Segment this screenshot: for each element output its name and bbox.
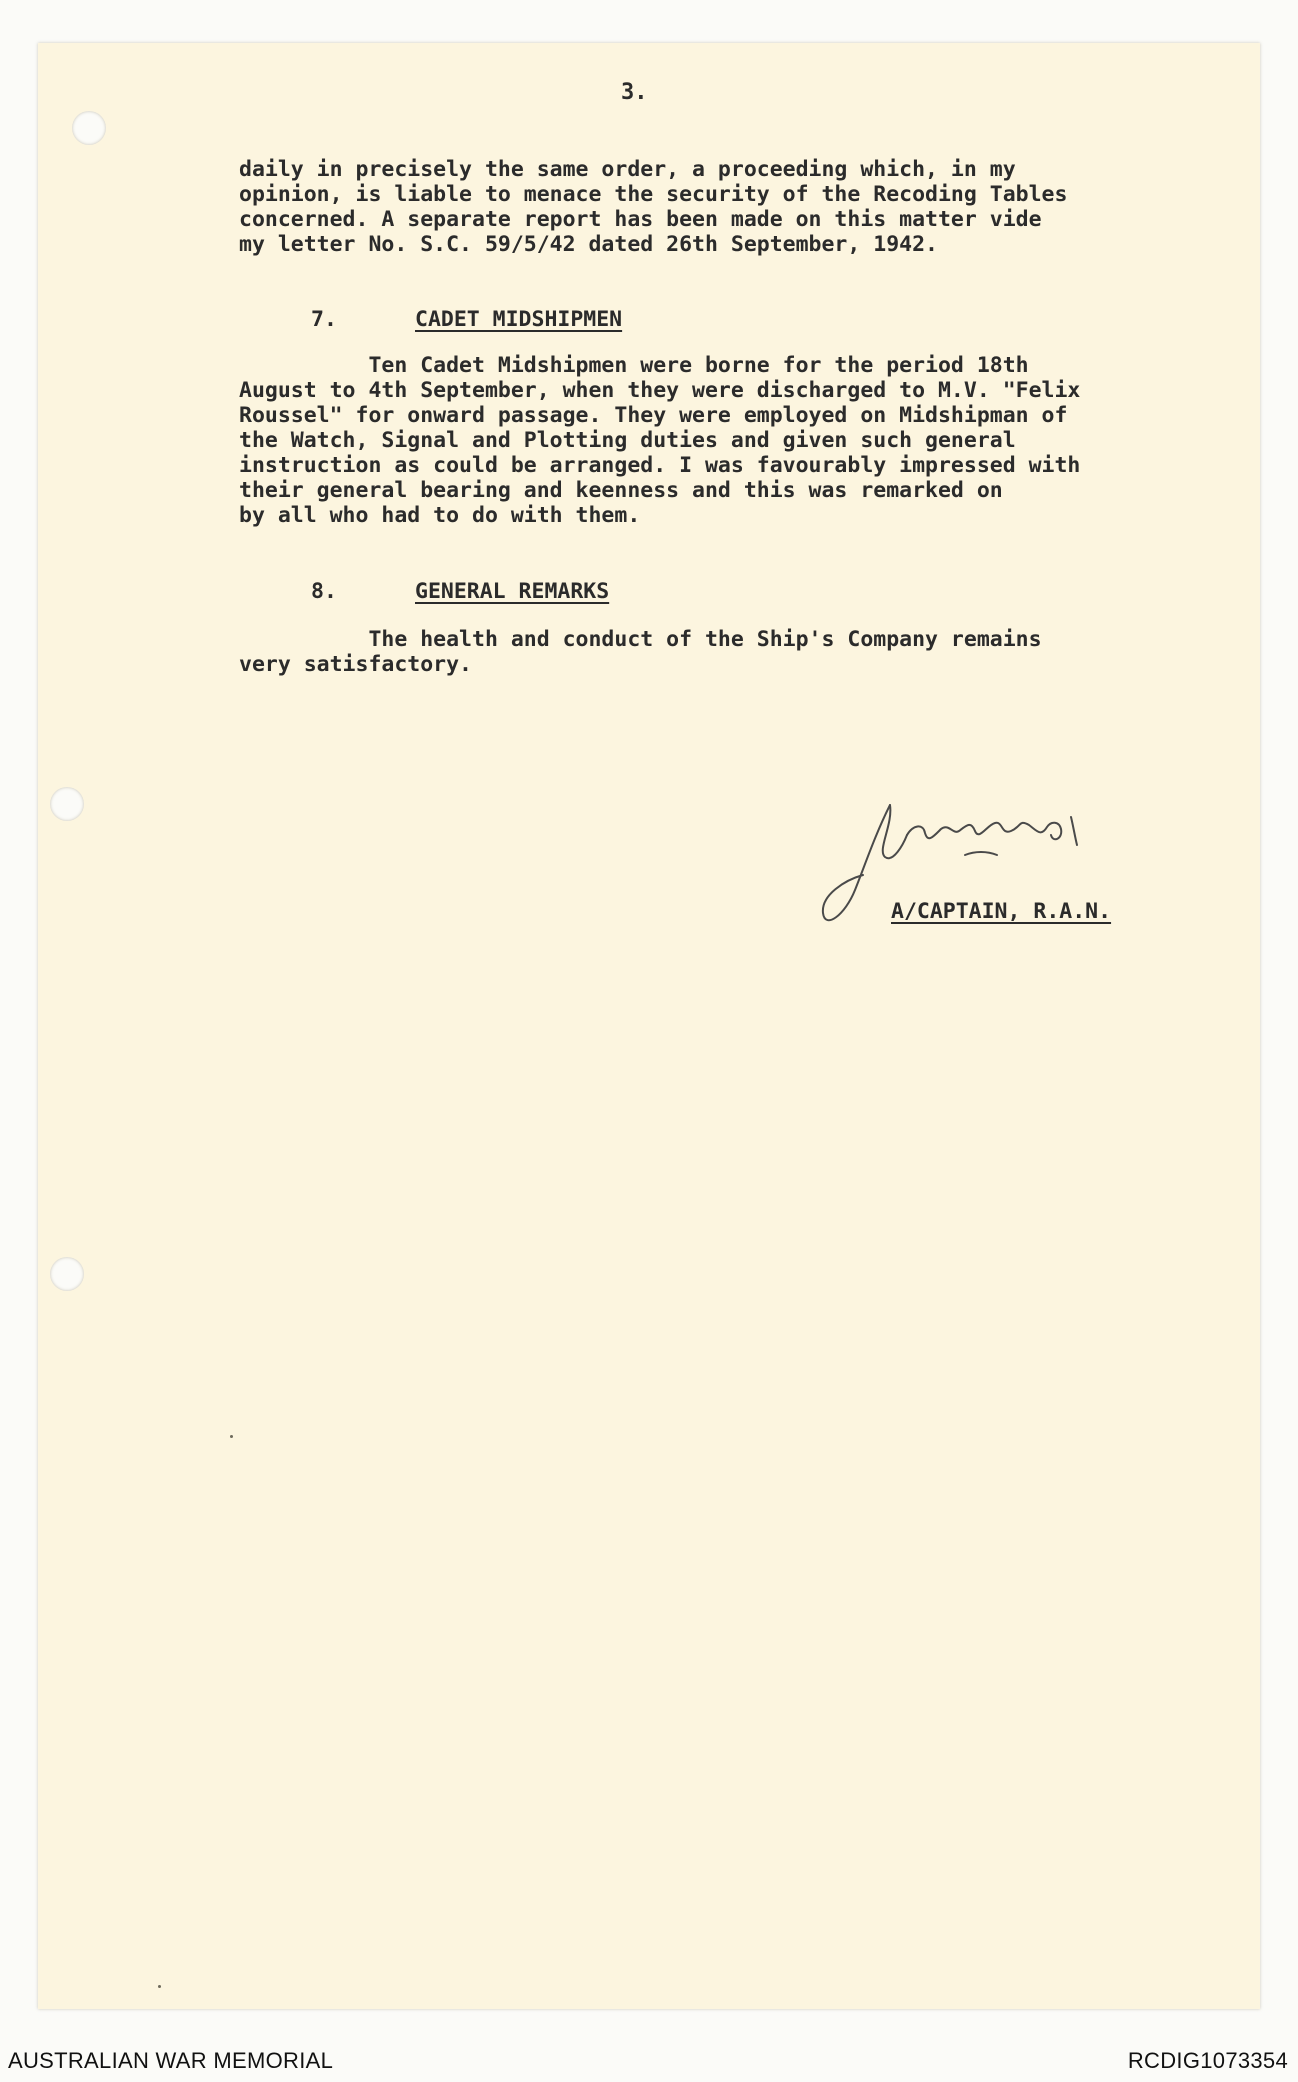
text-line: August to 4th September, when they were discharged to M.V. "Felix	[239, 378, 1081, 403]
text-line: very satisfactory.	[239, 652, 472, 677]
text-line: their general bearing and keenness and this was remarked on	[239, 478, 1003, 503]
text-line: opinion, is liable to menace the security of the Recoding Tables	[239, 182, 1068, 207]
text-line: instruction as could be arranged. I was favourably impressed with	[239, 453, 1081, 478]
section-title: GENERAL REMARKS	[415, 579, 610, 604]
section-number: 8.	[311, 579, 337, 604]
section-heading	[311, 307, 622, 332]
text-line: daily in precisely the same order, a proceeding which, in my	[239, 157, 1016, 182]
punch-hole	[50, 1257, 84, 1291]
text-line: concerned. A separate report has been made on this matter vide	[239, 207, 1042, 232]
punch-hole	[72, 111, 106, 145]
paper-speck	[158, 1985, 161, 1988]
text-line: the Watch, Signal and Plotting duties and given such general	[239, 428, 1016, 453]
text-line: Roussel" for onward passage. They were employed on Midshipman of	[239, 403, 1068, 428]
footer-reference: RCDIG1073354	[1127, 2048, 1288, 2073]
document-page	[38, 43, 1260, 2009]
text-line: The health and conduct of the Ship's Company remains	[239, 627, 1042, 652]
section-title: CADET MIDSHIPMEN	[415, 307, 623, 332]
footer-institution: AUSTRALIAN WAR MEMORIAL	[8, 2048, 334, 2073]
text-line: by all who had to do with them.	[239, 503, 641, 528]
punch-hole	[50, 787, 84, 821]
page-number: 3.	[621, 80, 648, 105]
text-line: my letter No. S.C. 59/5/42 dated 26th September, 1942.	[239, 232, 938, 257]
signatory-rank: A/CAPTAIN, R.A.N.	[891, 899, 1112, 924]
text-line: Ten Cadet Midshipmen were borne for the period 18th	[239, 353, 1029, 378]
paper-speck	[230, 1435, 233, 1438]
section-heading	[311, 579, 609, 604]
section-number: 7.	[311, 307, 337, 332]
